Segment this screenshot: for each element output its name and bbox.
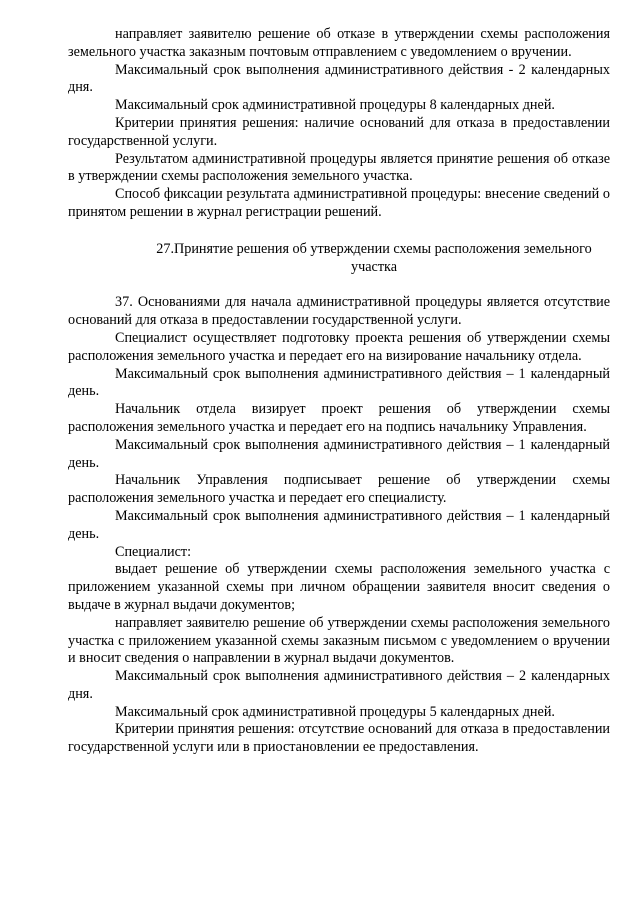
paragraph: Максимальный срок выполнения административного действия – 1 календарный день. <box>68 436 610 471</box>
paragraph: Начальник отдела визирует проект решения об утверждении схемы расположения земельного участка и передает его на подпись начальнику Управления. <box>68 401 610 435</box>
paragraph: Критерии принятия решения: отсутствие оснований для отказа в предоставлении государственной услуги или в приостановлении ее предоставления. <box>68 721 610 756</box>
section-heading: 27.Принятие решения об утверждении схемы расположения земельного участка <box>156 240 592 275</box>
paragraph: Критерии принятия решения: наличие оснований для отказа в предоставлении государственной услуги. <box>68 114 610 149</box>
paragraph: Максимальный срок выполнения административного действия – 1 календарный день. <box>68 365 610 400</box>
paragraph: Максимальный срок административной процедуры 8 календарных дней. <box>115 97 555 114</box>
paragraph: Результатом административной процедуры является принятие решения об отказе в утверждении схемы расположения земельного участка. <box>68 150 610 185</box>
paragraph: Специалист: <box>115 543 192 560</box>
paragraph: Способ фиксации результата административной процедуры: внесение сведений о принятом решении в журнал регистрации решений. <box>68 186 610 220</box>
paragraph: Максимальный срок выполнения административного действия – 2 календарных дня. <box>68 668 610 702</box>
paragraph: направляет заявителю решение об утверждении схемы расположения земельного участка с приложением указанной схемы заказным письмом с уведомлением о вручении и вносит сведения о направлении в журнал выдачи документов. <box>68 614 610 667</box>
paragraph: 37. Основаниями для начала административной процедуры является отсутствие оснований для отказа в предоставлении государственной услуги. <box>68 294 610 329</box>
paragraph: Начальник Управления подписывает решение об утверждении схемы расположения земельного участка и передает его специалисту. <box>68 472 610 507</box>
paragraph: выдает решение об утверждении схемы расположения земельного участка с приложением указанной схемы при личном обращении заявителя вносит сведения о выдаче в журнал выдачи документов; <box>68 561 610 613</box>
paragraph: направляет заявителю решение об отказе в утверждении схемы расположения земельного участка заказным почтовым отправлением с уведомлением о вручении. <box>68 26 610 60</box>
paragraph: Специалист осуществляет подготовку проекта решения об утверждении схемы расположения земельного участка и передает его на визирование начальнику отдела. <box>68 329 610 364</box>
paragraph: Максимальный срок выполнения административного действия - 2 календарных дня. <box>68 61 610 96</box>
paragraph: Максимальный срок административной процедуры 5 календарных дней. <box>115 703 555 720</box>
paragraph: Максимальный срок выполнения административного действия – 1 календарный день. <box>68 507 610 542</box>
